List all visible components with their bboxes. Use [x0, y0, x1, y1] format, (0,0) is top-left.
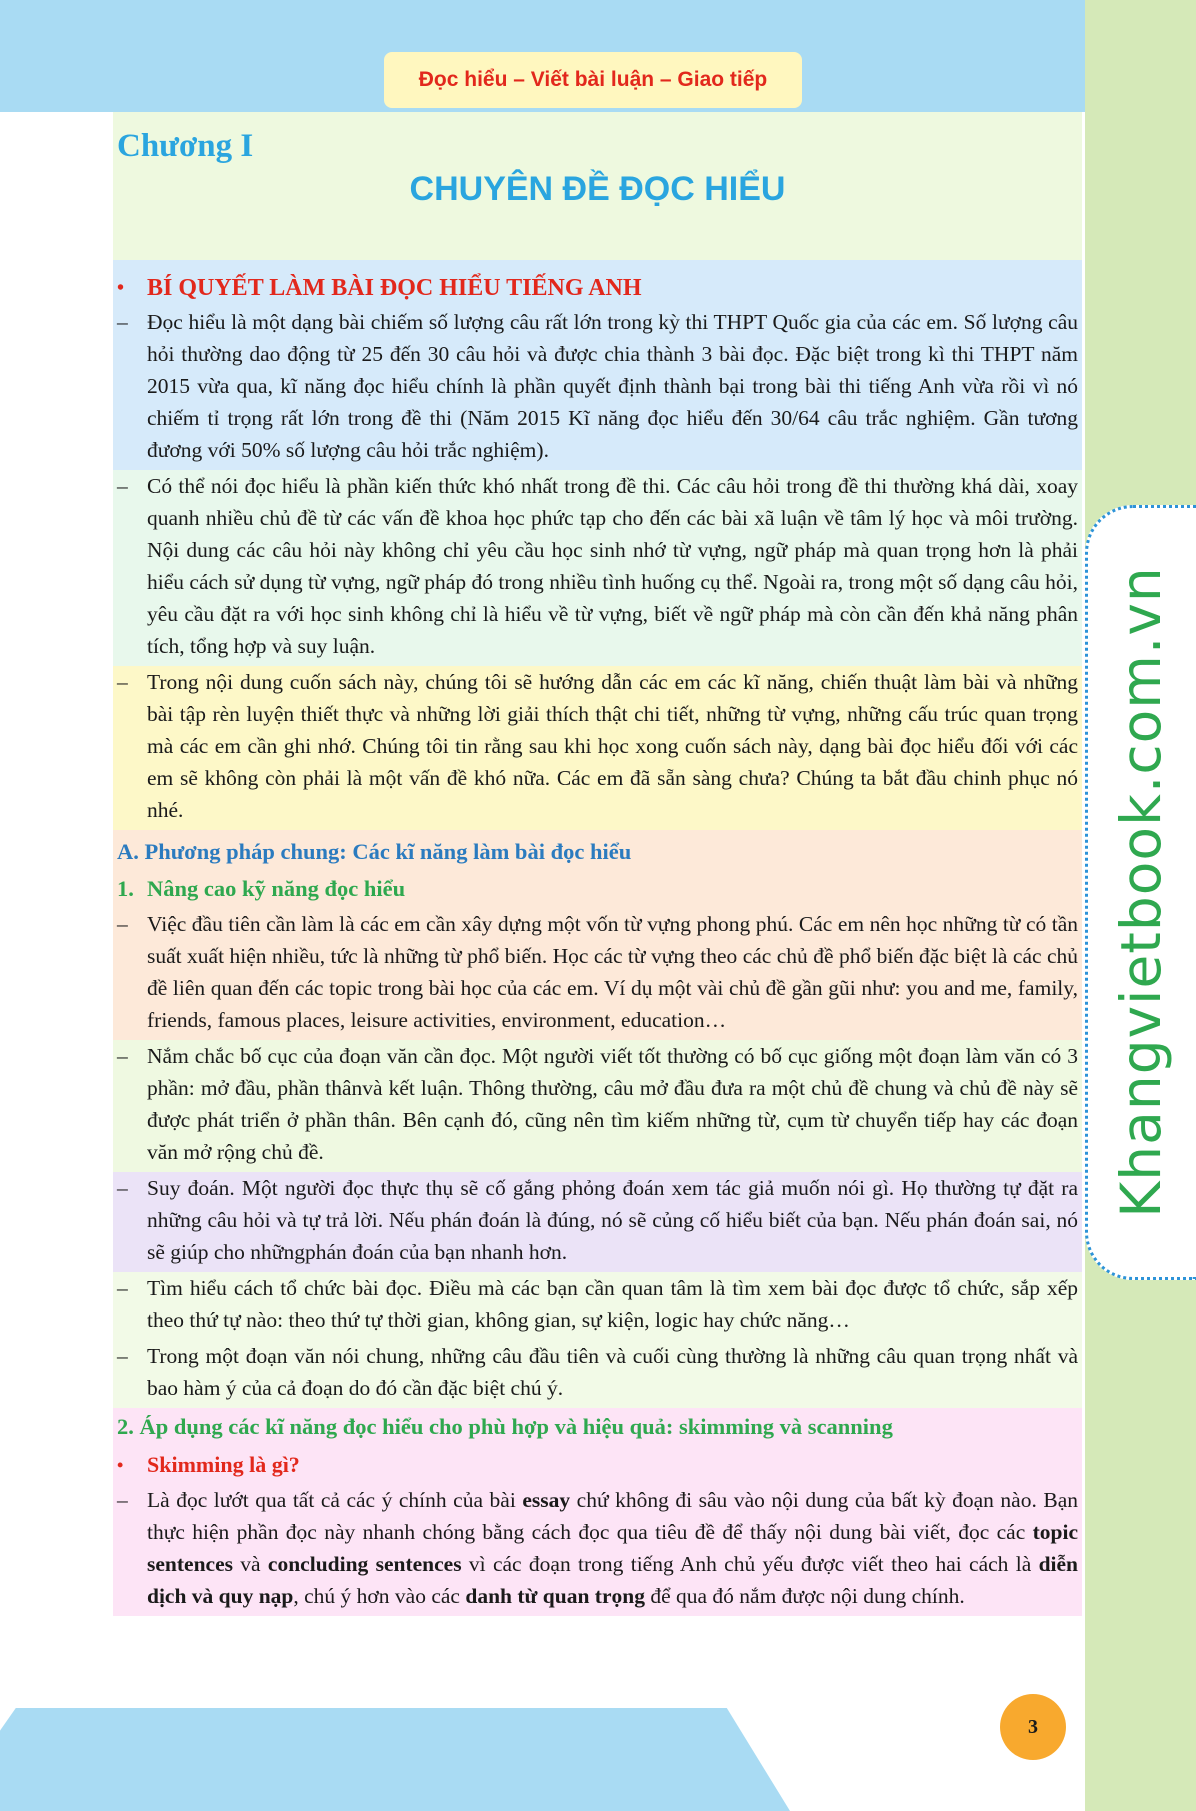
paragraph [117, 1484, 1078, 1616]
paragraph [117, 908, 1078, 1040]
skimming-heading [117, 1446, 1078, 1484]
paragraph-text: Tìm hiểu cách tổ chức bài đọc. Điều mà các bạn cần quan tâm là tìm xem bài đọc được tổ chức, sắp xếp theo thứ tự nào: theo thứ tự thời gian, không gian, sự kiện, logic hay chức năng… [147, 1276, 1078, 1332]
paragraph-text: Đọc hiểu là một dạng bài chiếm số lượng câu rất lớn trong kỳ thi THPT Quốc gia của các em. Số lượng câu hỏi thường dao động từ 25 đến 30 câu hỏi và được chia thành 3 bài đọc. Đặc biệt trong kì thi THPT năm 2015 vừa qua, kĩ năng đọc hiểu chính là phần quyết định thành bại trong bài thi tiếng Anh vừa rồi vì nó chiếm tỉ trọng rất lớn trong đề thi (Năm 2015 Kĩ năng đọc hiểu đến 30/64 câu trắc nghiệm. Gần tương đương với 50% số lượng câu hỏi trắc nghiệm). [147, 310, 1078, 462]
paragraph [117, 1172, 1078, 1272]
section-a-heading: A. Phương pháp chung: Các kĩ năng làm bài đọc hiểu [117, 839, 632, 864]
dash-marker: – [117, 912, 128, 936]
bottom-decoration [0, 1708, 790, 1811]
paragraph-text: Trong nội dung cuốn sách này, chúng tôi sẽ hướng dẫn các em các kĩ năng, chiến thuật làm bài và những bài tập rèn luyện thiết thực và những lời giải thích thật chi tiết, những từ vựng, những cấu trúc quan trọng mà các em cần ghi nhớ. Chúng tôi tin rằng sau khi học xong cuốn sách này, dạng bài đọc hiểu đối với các em sẽ không còn phải là một vấn đề khó nữa. Các em đã sẵn sàng chưa? Chúng ta bắt đầu chinh phục nó nhé. [147, 670, 1078, 822]
paragraph [117, 306, 1078, 470]
main-heading [117, 270, 1078, 306]
paragraph [117, 666, 1078, 830]
paragraph [117, 470, 1078, 666]
bullet-icon: • [117, 1455, 124, 1475]
skimming-text: Là đọc lướt qua tất cả các ý chính của bài essay chứ không đi sâu vào nội dung của bất kỳ đoạn nào. Bạn thực hiện phần đọc này nhanh chóng bằng cách đọc qua tiêu đề để thấy nội dung bài viết, đọc các topic sentences và concluding sentences vì các đoạn trong tiếng Anh chủ yếu được viết theo hai cách là diễn dịch và quy nạp, chú ý hơn vào các danh từ quan trọng để qua đó nắm được nội dung chính. [147, 1488, 1078, 1608]
paragraph-text: Nắm chắc bố cục của đoạn văn cần đọc. Một người viết tốt thường có bố cục giống một đoạn làm văn có 3 phần: mở đầu, phần thânvà kết luận. Thông thường, câu mở đầu đưa ra một chủ đề chung và chủ đề này sẽ được phát triển ở phần thân. Bên cạnh đó, cũng nên tìm kiếm những từ, cụm từ chuyển tiếp hay các đoạn văn mở rộng chủ đề. [147, 1044, 1078, 1164]
bold-term: diễn dịch và quy nạp [147, 1552, 1078, 1608]
dash-marker: – [117, 1176, 128, 1200]
dash-marker: – [117, 310, 128, 334]
chapter-header [113, 112, 1082, 260]
paragraph-block [113, 470, 1082, 666]
subsection-number: 1. [117, 876, 134, 901]
subsection-title: Nâng cao kỹ năng đọc hiểu [147, 876, 406, 901]
bold-term: danh từ quan trọng [465, 1584, 645, 1608]
section-a [113, 830, 1082, 1040]
paragraph [117, 1340, 1078, 1408]
page-content [113, 112, 1082, 1616]
subsection-2-heading: 2. Áp dụng các kĩ năng đọc hiểu cho phù hợp và hiệu quả: skimming và scanning [117, 1414, 893, 1439]
bold-term: concluding sentences [267, 1552, 462, 1576]
dash-marker: – [117, 1276, 128, 1300]
bullet-icon: • [117, 277, 125, 299]
chapter-title: CHUYÊN ĐỀ ĐỌC HIỂU [409, 170, 786, 208]
sidebar-website-text: Khangvietbook.com.vn [1109, 566, 1173, 1218]
bold-term: topic sentences [147, 1520, 1078, 1576]
paragraph-block [113, 1172, 1082, 1272]
paragraph-text: Suy đoán. Một người đọc thực thụ sẽ cố gắng phỏng đoán xem tác giả muốn nói gì. Họ thường tự đặt ra những câu hỏi và tự trả lời. Nếu phán đoán là đúng, nó sẽ củng cố hiểu biết của bạn. Nếu phán đoán sai, nó sẽ giúp cho nhữngphán đoán của bạn nhanh hơn. [147, 1176, 1078, 1264]
paragraph-text: Việc đầu tiên cần làm là các em cần xây dựng một vốn từ vựng phong phú. Các em nên học những từ có tần suất xuất hiện nhiều, tức là những từ phổ biến. Học các từ vựng theo các chủ đề phổ biến đặc biệt là các chủ đề liên quan đến các topic trong bài học của các em. Ví dụ một vài chủ đề gần gũi như: you and me, family, friends, famous places, leisure activities, environment, education… [147, 912, 1078, 1032]
subsection-1-heading [117, 870, 1078, 908]
bold-term: essay [522, 1488, 571, 1512]
paragraph [117, 1272, 1078, 1340]
dash-marker: – [117, 1344, 128, 1368]
paragraph [117, 1040, 1078, 1172]
skimming-heading-text: Skimming là gì? [147, 1452, 300, 1477]
paragraph-block [113, 1040, 1082, 1172]
paragraph-block [113, 666, 1082, 830]
intro-section [113, 260, 1082, 470]
main-heading-text: BÍ QUYẾT LÀM BÀI ĐỌC HIỂU TIẾNG ANH [147, 275, 642, 301]
dash-marker: – [117, 1044, 128, 1068]
paragraph-text: Trong một đoạn văn nói chung, những câu đầu tiên và cuối cùng thường là những câu quan trọng nhất và bao hàm ý của cả đoạn do đó cần đặc biệt chú ý. [147, 1344, 1078, 1400]
dash-marker: – [117, 474, 128, 498]
dash-marker: – [117, 1488, 128, 1512]
skimming-section [113, 1408, 1082, 1616]
header-tab: Đọc hiểu – Viết bài luận – Giao tiếp [384, 52, 802, 108]
dash-marker: – [117, 670, 128, 694]
page-number: 3 [1000, 1694, 1066, 1760]
paragraph-block [113, 1272, 1082, 1408]
paragraph-text: Có thể nói đọc hiểu là phần kiến thức khó nhất trong đề thi. Các câu hỏi trong đề thi thường khá dài, xoay quanh nhiều chủ đề từ các vấn đề khoa học phức tạp cho đến các bài xã luận về tâm lý học và môi trường. Nội dung các câu hỏi này không chỉ yêu cầu học sinh nhớ từ vựng, ngữ pháp mà quan trọng hơn là phải hiểu cách sử dụng từ vựng, ngữ pháp đó trong nhiều tình huống cụ thể. Ngoài ra, trong một số dạng câu hỏi, yêu cầu đặt ra với học sinh không chỉ là hiểu về từ vựng, biết về ngữ pháp mà còn cần đến khả năng phân tích, tổng hợp và suy luận. [147, 474, 1078, 658]
chapter-label: Chương I [117, 128, 254, 164]
